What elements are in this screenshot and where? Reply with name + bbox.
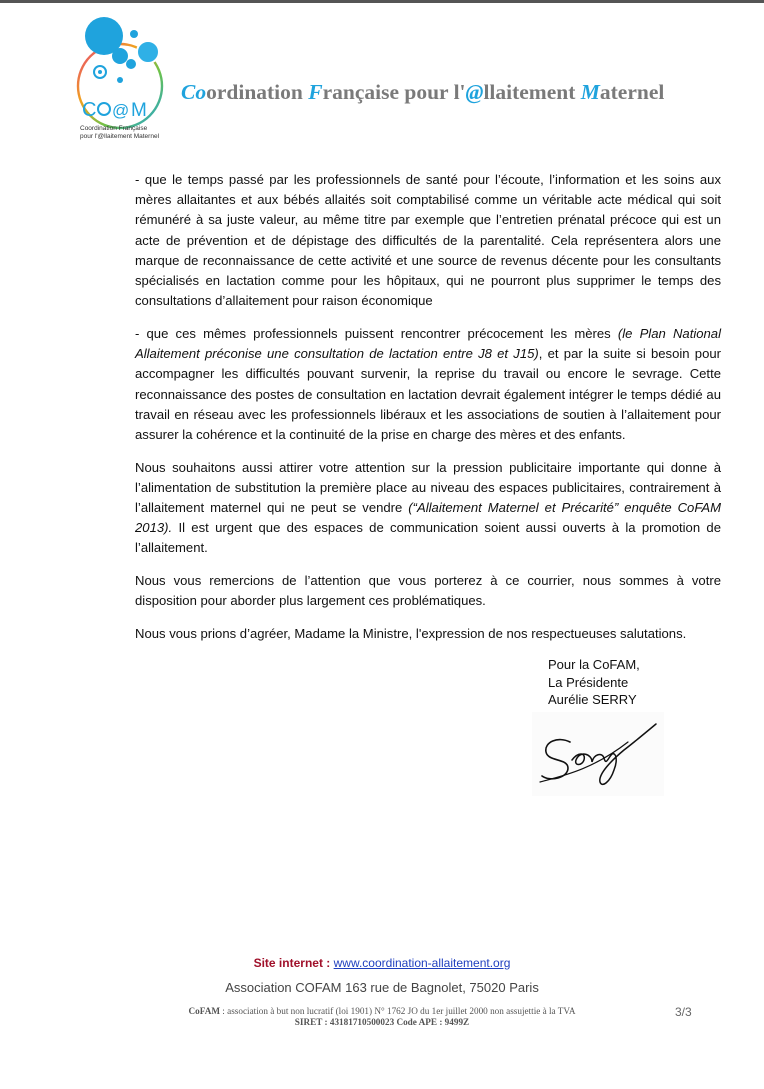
page-number: 3/3 (675, 1005, 692, 1019)
italic-segment: (le Plan National Allaitement préconise une consultation de lactation entre J8 et J15) (135, 325, 721, 362)
website-label: Site internet : (253, 956, 331, 970)
signoff-organization: Pour la CoFAM, (548, 657, 640, 672)
title-part: @ (465, 80, 484, 104)
legal-line (100, 1006, 664, 1017)
paragraph-professional-time: - que le temps passé par les professionnels de santé pour l’écoute, l’information et les soins aux mères allaitantes et aux bébés allaités soit comptabilisé comme un véritable acte médical qui soit rémunéré à sa juste valeur, au même titre par exemple que l’entretien prénatal précoce qui est un acte de prévention et de dépistage des difficultés de la parentalité. Cela représentera alors une marque de reconnaissance de cette activité et une source de revenus décente pour les consultants spécialisés en lactation comme pour les hôpitaux, qui ne pourront plus supprimer le temps des consultations d’allaitement pour raison économique (135, 172, 721, 309)
svg-text:M: M (131, 100, 147, 121)
siret-line: SIRET : 43181710500023 Code APE : 9499Z (294, 1017, 470, 1027)
signoff-name: Aurélie SERRY (548, 692, 637, 707)
footer-website (0, 956, 764, 970)
text-segment: - que ces mêmes professionnels puissent rencontrer précocement les mères (135, 325, 618, 341)
logo-caption-line1: Coordination Française (80, 125, 148, 132)
title-part: rançaise pour l' (322, 80, 466, 104)
title-part: ordination (206, 80, 309, 104)
handwritten-signature-icon (532, 712, 664, 796)
svg-text:C: C (82, 99, 97, 121)
organization-title (181, 80, 664, 105)
letter-body (135, 170, 721, 657)
title-part: aternel (599, 80, 665, 104)
logo-caption-line2: pour l'@llaitement Maternel (80, 133, 160, 140)
text-segment: , et par la suite si besoin pour accompagner les difficultés pouvant survenir, la reprise du travail ou encore le sevrage. Cette reconnaissance des postes de consultation en lactation devrait également intégrer le temps dédié au travail en réseau avec les professionnels libéraux et les associations de soutien à l’allaitement pour assurer la cohérence et la continuité de la prise en charge des mères et des enfants. (135, 346, 721, 442)
text-segment: Nous souhaitons aussi attirer votre attention sur la pression publicitaire importante qui donne à l’alimentation de substitution la première place au niveau des espaces publicitaires, contrairement à l’allaitement maternel qui ne peut se vendre (135, 459, 721, 516)
top-border (0, 0, 764, 3)
title-part: M (580, 80, 600, 104)
footer-legal (100, 1006, 664, 1028)
logo-caption (80, 125, 180, 141)
paragraph-advertising-pressure (135, 458, 721, 559)
paragraph-salutation: Nous vous prions d’agréer, Madame la Ministre, l'expression de nos respectueuses salutations. (135, 626, 687, 642)
website-link[interactable]: www.coordination-allaitement.org (333, 956, 511, 970)
title-part: Co (181, 80, 207, 104)
signoff-role: La Présidente (548, 674, 629, 690)
paragraph-early-consultation (135, 324, 721, 445)
legal-text: : association à but non lucratif (loi 1901) N° 1762 JO du 1er juillet 2000 non assujettie à la TVA (220, 1006, 576, 1016)
title-part: llaitement (483, 80, 581, 104)
text-segment: Il est urgent que des espaces de communication soient aussi ouverts à la promotion de l’allaitement. (135, 520, 721, 556)
title-part: F (308, 80, 323, 104)
svg-text:@: @ (112, 101, 130, 120)
italic-segment: (“Allaitement Maternel et Précarité” enquête CoFAM 2013). (135, 500, 721, 536)
legal-org-name: CoFAM (188, 1006, 220, 1016)
footer-address: Association COFAM 163 rue de Bagnolet, 75020 Paris (225, 980, 539, 995)
signoff-block (548, 656, 640, 709)
paragraph-thanks: Nous vous remercions de l’attention que vous porterez à ce courrier, nous sommes à votre disposition pour aborder plus largement ces problématiques. (135, 573, 721, 609)
